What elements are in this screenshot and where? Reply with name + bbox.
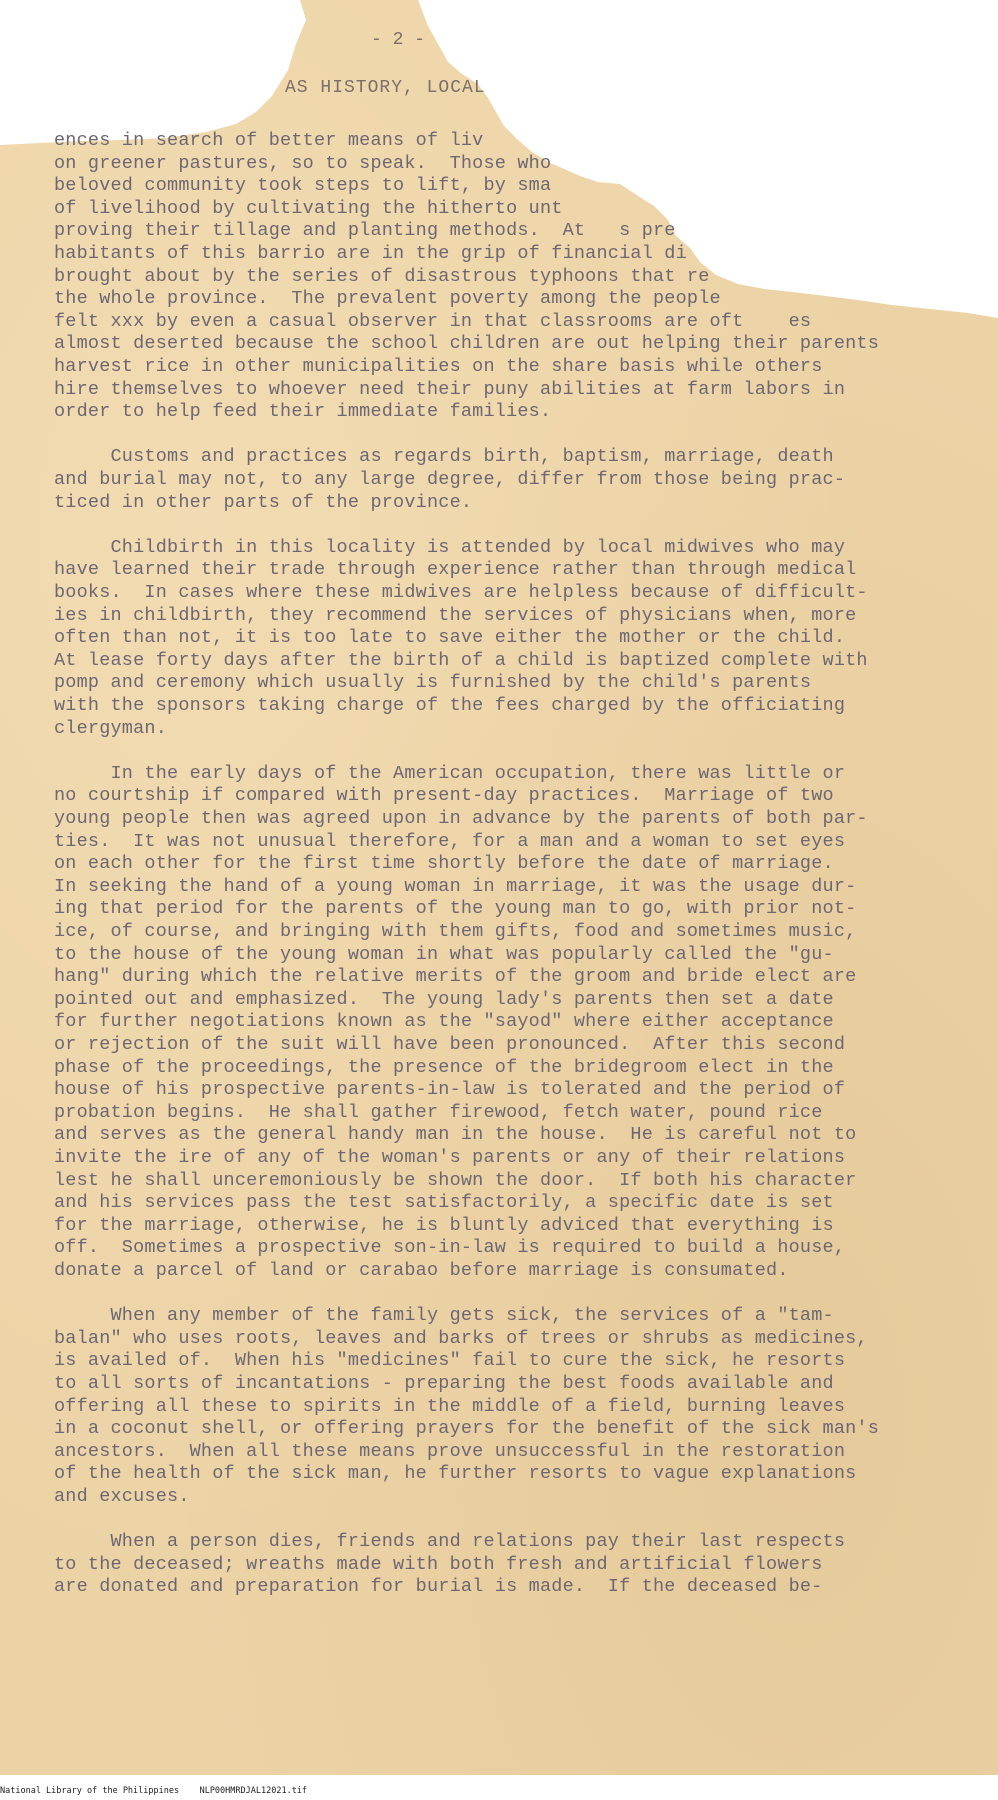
text-line: hire themselves to whoever need their puny abilities at farm labors in bbox=[54, 378, 846, 400]
text-line: books. In cases where these midwives are helpless because of difficult- bbox=[54, 582, 868, 603]
text-line: ticed in other parts of the province. bbox=[54, 491, 473, 513]
text-line: ties. It was not unusual therefore, for a man and a woman to set eyes bbox=[54, 830, 846, 852]
text-line: with the sponsors taking charge of the fees charged by the officiating bbox=[54, 695, 846, 716]
page-header-title: AS HISTORY, LOCAL bbox=[285, 78, 486, 98]
text-line: pointed out and emphasized. The young lady's parents then set a date bbox=[54, 988, 834, 1010]
text-line: In the early days of the American occupation, there was little or bbox=[54, 762, 846, 784]
text-line: the whole province. The prevalent poverty among the people bbox=[54, 288, 721, 310]
archive-footer: National Library of the Philippines NLP00HMRDJAL12021.tif bbox=[0, 1786, 308, 1796]
text-line: offering all these to spirits in the middle of a field, burning leaves bbox=[54, 1395, 846, 1417]
text-line: donate a parcel of land or carabao before marriage is consumated. bbox=[54, 1260, 789, 1281]
text-line: ies in childbirth, they recommend the services of physicians when, more bbox=[54, 604, 857, 626]
page-number: - 2 - bbox=[370, 30, 425, 50]
text-line: ancestors. When all these means prove unsuccessful in the restoration bbox=[54, 1440, 846, 1462]
text-line: balan" who uses roots, leaves and barks of trees or shrubs as medicines, bbox=[54, 1327, 868, 1349]
text-line: off. Sometimes a prospective son-in-law is required to build a house, bbox=[54, 1237, 846, 1259]
text-line: proving their tillage and planting methods. At s pre bbox=[54, 220, 676, 242]
text-line: phase of the proceedings, the presence of the bridegroom elect in the bbox=[54, 1056, 834, 1078]
text-line: habitants of this barrio are in the grip of financial di bbox=[54, 243, 687, 264]
text-line: clergyman. bbox=[54, 717, 168, 739]
text-line: often than not, it is too late to save either the mother or the child. bbox=[54, 627, 846, 649]
text-line: in a coconut shell, or offering prayers for the benefit of the sick man's bbox=[54, 1418, 880, 1440]
text-line: beloved community took steps to lift, by sma bbox=[54, 175, 552, 197]
text-line: ing that period for the parents of the young man to go, with prior not- bbox=[54, 898, 857, 920]
text-line: is availed of. When his "medicines" fail to cure the sick, he resorts bbox=[54, 1350, 846, 1372]
text-line: to all sorts of incantations - preparing the best foods available and bbox=[54, 1373, 834, 1394]
text-line: pomp and ceremony which usually is furnished by the child's parents bbox=[54, 672, 812, 694]
text-line: invite the ire of any of the woman's parents or any of their relations bbox=[54, 1147, 846, 1168]
text-line: ice, of course, and bringing with them gifts, food and sometimes music, bbox=[54, 921, 857, 942]
text-line: and burial may not, to any large degree, differ from those being prac- bbox=[54, 469, 846, 490]
text-line: At lease forty days after the birth of a child is baptized complete with bbox=[54, 649, 868, 671]
text-line: almost deserted because the school children are out helping their parents bbox=[54, 333, 880, 355]
torn-corner-left bbox=[0, 0, 306, 145]
text-line: lest he shall unceremoniously be shown the door. If both his character bbox=[54, 1169, 857, 1191]
text-line: on greener pastures, so to speak. Those who bbox=[54, 152, 552, 174]
text-line: to the deceased; wreaths made with both fresh and artificial flowers bbox=[54, 1553, 823, 1575]
text-line: Customs and practices as regards birth, baptism, marriage, death bbox=[54, 446, 834, 468]
text-line: order to help feed their immediate families. bbox=[54, 401, 552, 423]
text-line: and his services pass the test satisfactorily, a specific date is set bbox=[54, 1192, 834, 1214]
text-line: Childbirth in this locality is attended by local midwives who may bbox=[54, 536, 846, 558]
text-line: are donated and preparation for burial is made. If the deceased be- bbox=[54, 1576, 823, 1598]
text-line: for the marriage, otherwise, he is bluntly adviced that everything is bbox=[54, 1214, 834, 1236]
text-line: young people then was agreed upon in advance by the parents of both par- bbox=[54, 808, 868, 829]
text-line: on each other for the first time shortly before the date of marriage. bbox=[54, 853, 834, 875]
text-line: and serves as the general handy man in the house. He is careful not to bbox=[54, 1124, 857, 1146]
text-line: When a person dies, friends and relations pay their last respects bbox=[54, 1531, 846, 1553]
text-line: ences in search of better means of liv bbox=[54, 130, 484, 151]
text-line: to the house of the young woman in what was popularly called the "gu- bbox=[54, 943, 834, 965]
text-line: have learned their trade through experience rather than through medical bbox=[54, 559, 857, 581]
text-line: house of his prospective parents-in-law is tolerated and the period of bbox=[54, 1079, 846, 1101]
text-line: When any member of the family gets sick, the services of a "tam- bbox=[54, 1305, 834, 1327]
text-line: of the health of the sick man, he further resorts to vague explanations bbox=[54, 1463, 857, 1485]
text-line: no courtship if compared with present-day practices. Marriage of two bbox=[54, 785, 834, 807]
text-line: brought about by the series of disastrous typhoons that re bbox=[54, 265, 710, 287]
text-line: harvest rice in other municipalities on the share basis while others bbox=[54, 356, 823, 377]
text-line: hang" during which the relative merits of the groom and bride elect are bbox=[54, 966, 857, 988]
text-line: In seeking the hand of a young woman in marriage, it was the usage dur- bbox=[54, 875, 857, 897]
text-line: felt xxx by even a casual observer in that classrooms are oft es bbox=[54, 310, 812, 332]
text-line: and excuses. bbox=[54, 1486, 190, 1507]
text-line: or rejection of the suit will have been pronounced. After this second bbox=[54, 1034, 846, 1055]
text-line: for further negotiations known as the "sayod" where either acceptance bbox=[54, 1011, 834, 1033]
text-line: of livelihood by cultivating the hitherto unt bbox=[54, 197, 563, 219]
text-line: probation begins. He shall gather firewood, fetch water, pound rice bbox=[54, 1101, 823, 1123]
